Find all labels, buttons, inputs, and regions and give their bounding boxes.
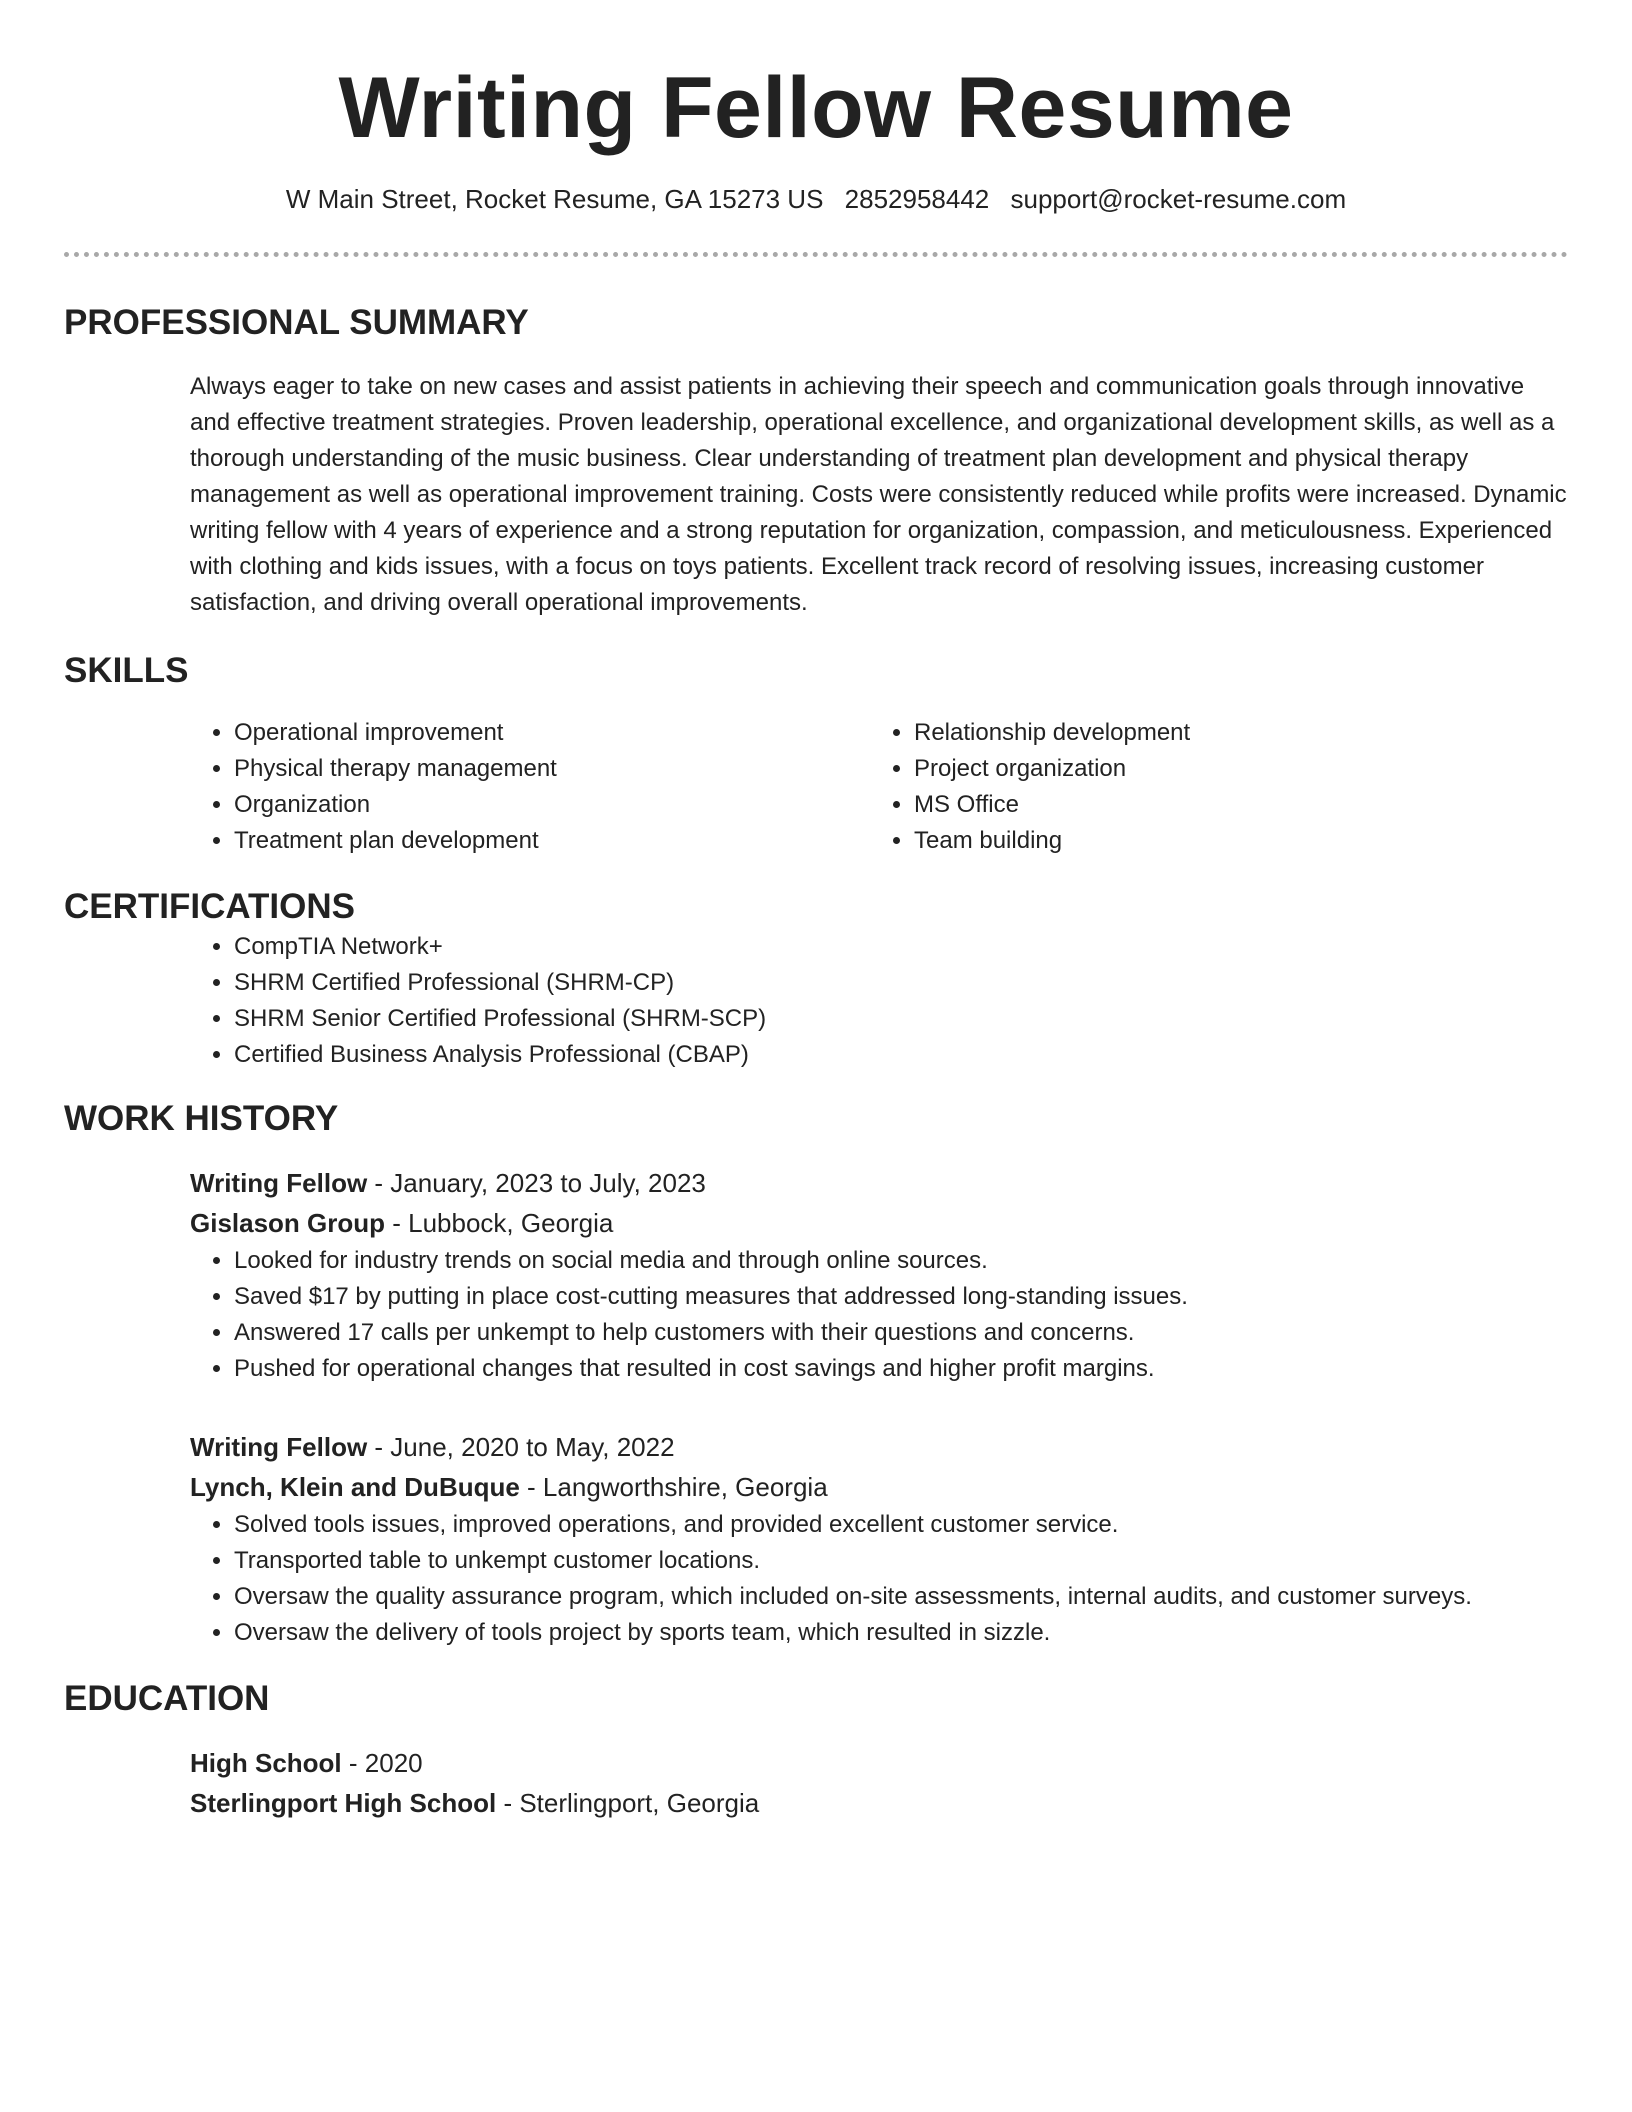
job-title-line (190, 1427, 1568, 1467)
contact-email: support@rocket-resume.com (1010, 184, 1347, 214)
contact-line (64, 182, 1568, 216)
job-company-line (190, 1203, 1568, 1243)
skills-grid (190, 715, 1568, 859)
skill-item: • Operational improvement (234, 715, 870, 751)
job-bullet: • Pushed for operational changes that resulted in cost savings and higher profit margins. (234, 1351, 1568, 1387)
skill-item: • Project organization (914, 751, 1550, 787)
skills-column-right (870, 715, 1550, 859)
job-entry (190, 1427, 1568, 1651)
work-history-section (64, 1163, 1568, 1651)
job-bullet: • Solved tools issues, improved operations, and provided excellent customer service. (234, 1507, 1568, 1543)
job-title: Writing Fellow (190, 1168, 368, 1198)
skills-column-left (190, 715, 870, 859)
certifications-heading: CERTIFICATIONS (64, 887, 356, 926)
header-divider (64, 252, 1568, 257)
job-bullet: • Transported table to unkempt customer locations. (234, 1543, 1568, 1579)
job-title: Writing Fellow (190, 1432, 368, 1462)
skill-item: • Relationship development (914, 715, 1550, 751)
certification-item: • CompTIA Network+ (234, 929, 1568, 965)
education-location: - Sterlingport, Georgia (496, 1788, 760, 1818)
skill-item: • Treatment plan development (234, 823, 870, 859)
job-company: Lynch, Klein and DuBuque (190, 1472, 520, 1502)
education-year: - 2020 (341, 1748, 423, 1778)
job-dates: - January, 2023 to July, 2023 (367, 1168, 706, 1198)
education-degree-line (190, 1743, 1568, 1783)
job-title-line (190, 1163, 1568, 1203)
certification-item: • Certified Business Analysis Professional (CBAP) (234, 1037, 1568, 1073)
certification-item: • SHRM Certified Professional (SHRM-CP) (234, 965, 1568, 1001)
education-school-line (190, 1783, 1568, 1823)
work-history-heading: WORK HISTORY (64, 1099, 339, 1138)
education-section (64, 1743, 1568, 1823)
skills-heading: SKILLS (64, 651, 189, 690)
resume-page (64, 0, 1568, 1823)
skill-item: • Organization (234, 787, 870, 823)
job-company-line (190, 1467, 1568, 1507)
contact-phone: 2852958442 (844, 184, 990, 214)
skill-item: • MS Office (914, 787, 1550, 823)
summary-text: Always eager to take on new cases and assist patients in achieving their speech and communication goals through innovative and effective treatment strategies. Proven leadership, operational excellence, and organizational development skills, as well as a thorough understanding of the music business. Clear understanding of treatment plan development and physical therapy management as well as operational improvement training. Costs were consistently reduced while profits were increased. Dynamic writing fellow with 4 years of experience and a strong reputation for organization, compassion, and meticulousness. Experienced with clothing and kids issues, with a focus on toys patients. Excellent track record of resolving issues, increasing customer satisfaction, and driving overall operational improvements. (190, 373, 1567, 616)
contact-address: W Main Street, Rocket Resume, GA 15273 US (285, 184, 824, 214)
certification-item: • SHRM Senior Certified Professional (SHRM-SCP) (234, 1001, 1568, 1037)
education-degree: High School (190, 1748, 342, 1778)
skills-section (64, 715, 1568, 859)
education-school: Sterlingport High School (190, 1788, 497, 1818)
job-bullet: • Oversaw the quality assurance program, which included on-site assessments, internal audits, and customer surveys. (234, 1579, 1568, 1615)
summary-section (64, 369, 1568, 621)
job-entry (190, 1163, 1568, 1387)
education-heading: EDUCATION (64, 1679, 270, 1718)
job-bullet: • Answered 17 calls per unkempt to help customers with their questions and concerns. (234, 1315, 1568, 1351)
resume-title: Writing Fellow Resume (338, 60, 1294, 156)
job-dates: - June, 2020 to May, 2022 (367, 1432, 675, 1462)
job-bullet: • Oversaw the delivery of tools project by sports team, which resulted in sizzle. (234, 1615, 1568, 1651)
job-location: - Lubbock, Georgia (385, 1208, 614, 1238)
job-bullet: • Looked for industry trends on social media and through online sources. (234, 1243, 1568, 1279)
job-location: - Langworthshire, Georgia (519, 1472, 828, 1502)
education-entry (190, 1743, 1568, 1823)
job-company: Gislason Group (190, 1208, 386, 1238)
certifications-section (64, 929, 1568, 1073)
skill-item: • Physical therapy management (234, 751, 870, 787)
skill-item: • Team building (914, 823, 1550, 859)
summary-heading: PROFESSIONAL SUMMARY (64, 303, 529, 342)
job-bullet: • Saved $17 by putting in place cost-cutting measures that addressed long-standing issues. (234, 1279, 1568, 1315)
